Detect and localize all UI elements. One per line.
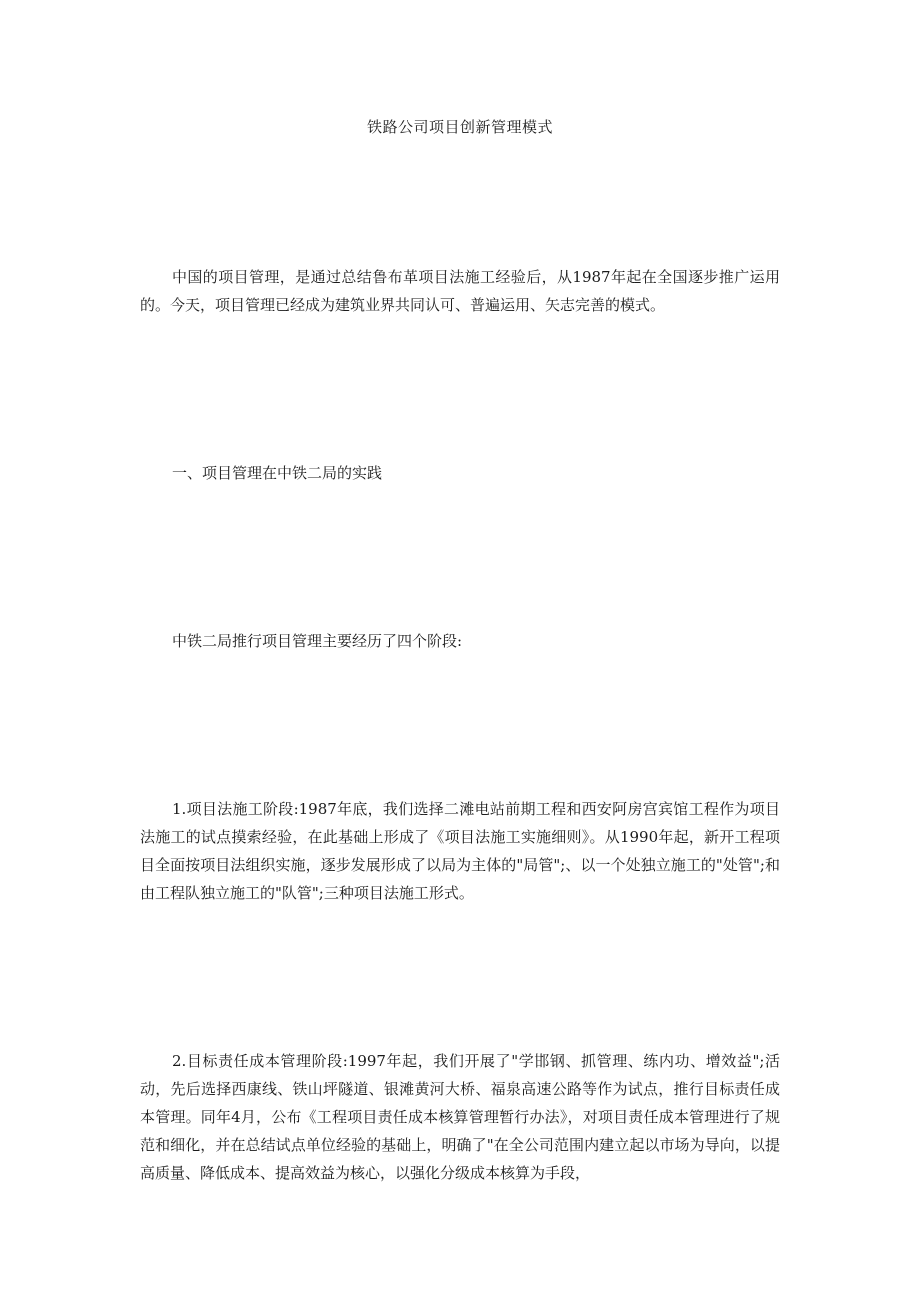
stage1-paragraph: 1.项目法施工阶段:1987年底，我们选择二滩电站前期工程和西安阿房宫宾馆工程作为项目法施工的试点摸索经验，在此基础上形成了《项目法施工实施细则》。从1990年起，新开工程项目全面按项目法组织实施，逐步发展形成了以局为主体的"局管";、以一个处独立施工的"处管";和由工程队独立施工的"队管";三种项目法施工形式。 xyxy=(140,800,780,902)
section-heading: 一、项目管理在中铁二局的实践 xyxy=(172,464,383,482)
stages-intro-paragraph: 中铁二局推行项目管理主要经历了四个阶段: xyxy=(172,632,463,650)
document-title: 铁路公司项目创新管理模式 xyxy=(366,118,553,136)
intro-paragraph: 中国的项目管理，是通过总结鲁布革项目法施工经验后，从1987年起在全国逐步推广运用的。今天，项目管理已经成为建筑业界共同认可、普遍运用、矢志完善的模式。 xyxy=(140,268,780,314)
stage2-paragraph: 2.目标责任成本管理阶段:1997年起，我们开展了"学邯钢、抓管理、练内功、增效益";活动，先后选择西康线、铁山坪隧道、银滩黄河大桥、福泉高速公路等作为试点，推行目标责任成本管理。同年4月，公布《工程项目责任成本核算管理暂行办法》，对项目责任成本管理进行了规范和细化，并在总结试点单位经验的基础上，明确了"在全公司范围内建立起以市场为导向，以提高质量、降低成本、提高效益为核心，以强化分级成本核算为手段， xyxy=(140,1052,780,1182)
